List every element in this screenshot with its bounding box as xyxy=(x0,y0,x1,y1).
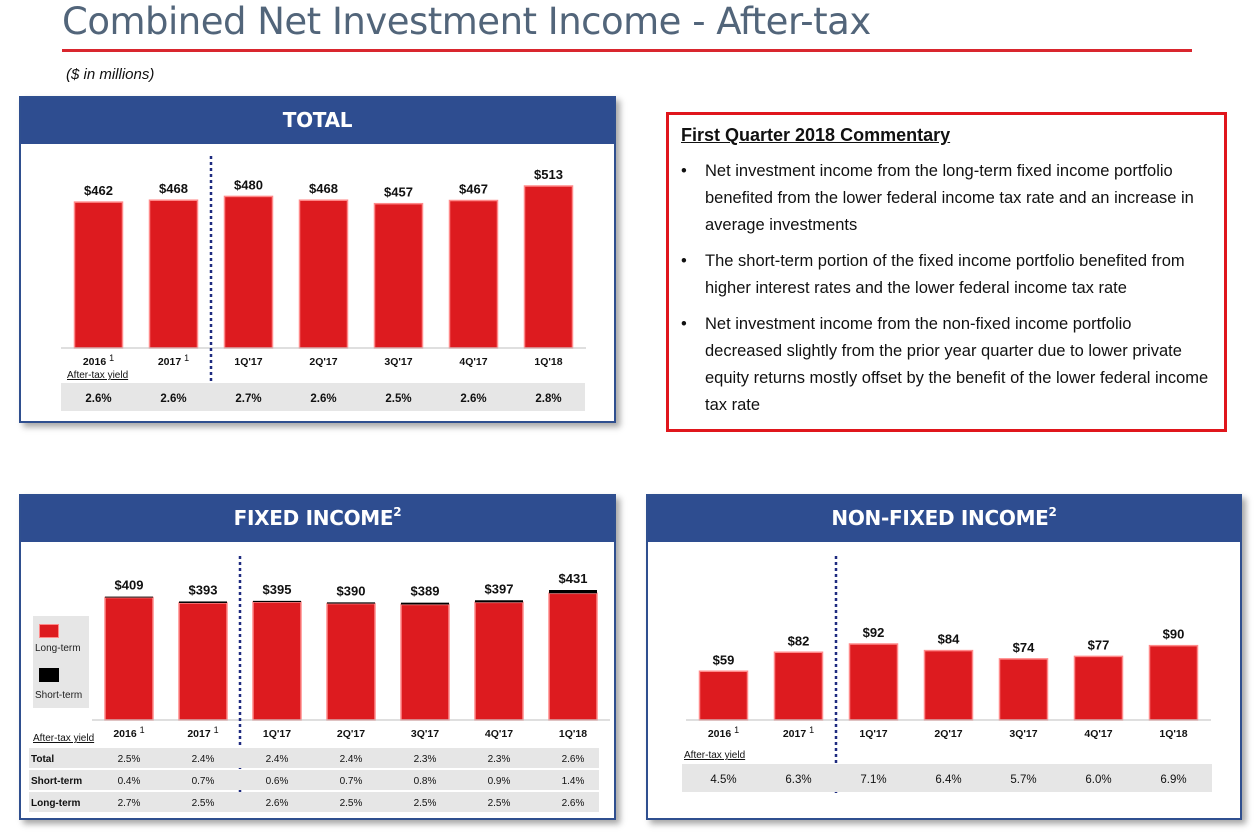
table-cell: 2.6% xyxy=(561,798,585,809)
table-cell: 2.4% xyxy=(265,754,289,765)
table-cell: 2.6% xyxy=(265,798,289,809)
yield-value: 2.8% xyxy=(535,393,562,405)
category-label: 1Q'18 xyxy=(534,356,563,368)
bar-short-term xyxy=(179,601,227,603)
category-label: 2017 1 xyxy=(187,725,219,740)
category-label: 1Q'18 xyxy=(558,728,588,740)
yield-value: 7.1% xyxy=(860,774,887,786)
table-cell: 0.9% xyxy=(487,776,511,787)
yield-value: 6.3% xyxy=(785,774,812,786)
category-label: 2016 1 xyxy=(113,725,145,740)
table-cell: 2.3% xyxy=(413,754,437,765)
table-cell: 2.5% xyxy=(117,754,141,765)
commentary-bullet-text: The short-term portion of the fixed income portfolio benefited from higher interest rates and the lower federal income tax rate xyxy=(705,252,1185,297)
yield-value: 6.4% xyxy=(935,774,962,786)
non-fixed-income-panel xyxy=(646,494,1242,820)
category-label: 3Q'17 xyxy=(1009,728,1038,740)
table-row-label: Long-term xyxy=(31,798,81,809)
bar-value-label: $389 xyxy=(410,583,440,599)
bar-short-term xyxy=(549,590,597,593)
table-cell: 2.6% xyxy=(561,754,585,765)
bar xyxy=(775,652,823,720)
bar xyxy=(225,196,273,348)
commentary-list xyxy=(681,158,1212,419)
bar-long-term xyxy=(327,604,375,720)
table-cell: 0.7% xyxy=(339,776,363,787)
bar xyxy=(75,202,123,348)
fixed-income-footnote: 2 xyxy=(393,505,402,519)
bullet-icon: • xyxy=(681,252,687,270)
bar-value-label: $462 xyxy=(84,183,113,199)
category-label: 4Q'17 xyxy=(484,728,514,740)
yield-value: 2.6% xyxy=(310,393,337,405)
category-label: 1Q'18 xyxy=(1159,728,1188,740)
category-label: 2016 1 xyxy=(707,725,740,740)
bar xyxy=(450,201,498,348)
non-fixed-income-footnote: 2 xyxy=(1048,505,1057,519)
commentary-bullet-text: Net investment income from the non-fixed income portfolio decreased slightly from the prior year quarter due to lower private equity returns mostly offset by the benefit of the lower federal income tax rate xyxy=(705,315,1209,414)
bar-value-label: $92 xyxy=(862,625,885,640)
table-cell: 2.4% xyxy=(339,754,363,765)
category-label: 2017 1 xyxy=(782,725,815,740)
yield-row-label: After-tax yield xyxy=(67,370,129,381)
fixed-income-chart xyxy=(21,496,618,822)
bar xyxy=(375,204,423,348)
bar-long-term xyxy=(475,602,523,720)
bar-long-term xyxy=(179,603,227,720)
bar-long-term xyxy=(549,593,597,720)
bar-short-term xyxy=(401,603,449,605)
bar-value-label: $395 xyxy=(262,581,292,597)
bullet-icon: • xyxy=(681,315,687,333)
table-cell: 0.4% xyxy=(117,776,141,787)
yield-row-label: After-tax yield xyxy=(684,750,746,761)
category-label: 1Q'17 xyxy=(262,728,292,740)
yield-value: 2.6% xyxy=(460,393,487,405)
commentary-box xyxy=(666,112,1227,432)
bar-value-label: $77 xyxy=(1087,637,1110,653)
bar-value-label: $468 xyxy=(309,181,338,197)
bar-value-label: $397 xyxy=(484,581,514,597)
commentary-title: First Quarter 2018 Commentary xyxy=(681,125,951,145)
category-footnote: 1 xyxy=(734,725,740,735)
bar-value-label: $84 xyxy=(937,631,960,647)
category-label: 2017 1 xyxy=(157,353,190,368)
category-label: 1Q'17 xyxy=(859,728,888,740)
yield-value: 5.7% xyxy=(1010,774,1037,786)
yield-value: 6.0% xyxy=(1085,774,1112,786)
table-cell: 0.6% xyxy=(265,776,289,787)
page-title: Combined Net Investment Income - After-tax xyxy=(62,0,871,43)
table-cell: 2.3% xyxy=(487,754,511,765)
bullet-icon: • xyxy=(681,162,687,180)
bar-long-term xyxy=(253,602,301,720)
table-row-label: Total xyxy=(31,754,55,765)
category-footnote: 1 xyxy=(139,725,145,735)
bar-value-label: $480 xyxy=(234,177,263,193)
long-term-legend-label: Long-term xyxy=(35,643,81,654)
table-cell: 2.4% xyxy=(191,754,215,765)
bar xyxy=(525,186,573,348)
bar-value-label: $468 xyxy=(159,181,188,197)
bar-value-label: $457 xyxy=(384,184,413,200)
total-panel xyxy=(19,96,616,423)
category-label: 3Q'17 xyxy=(384,356,413,368)
table-row-background xyxy=(29,748,599,768)
total-panel-title: TOTAL xyxy=(282,108,353,132)
bar-value-label: $82 xyxy=(787,633,810,649)
short-term-legend-label: Short-term xyxy=(35,690,83,701)
table-cell: 2.5% xyxy=(413,798,437,809)
bar-value-label: $393 xyxy=(188,582,218,598)
yield-value: 2.7% xyxy=(235,393,262,405)
bar-value-label: $390 xyxy=(336,583,366,599)
commentary-bullet-text: Net investment income from the long-term fixed income portfolio benefited from the lower federal income tax rate and an increase in average investments xyxy=(705,162,1194,234)
fixed-income-panel xyxy=(19,494,616,820)
category-label: 2Q'17 xyxy=(309,356,338,368)
fixed-income-panel-title: FIXED INCOME xyxy=(233,506,394,530)
table-cell: 1.4% xyxy=(561,776,585,787)
bar xyxy=(925,651,973,720)
category-label: 1Q'17 xyxy=(234,356,263,368)
table-cell: 0.8% xyxy=(413,776,437,787)
category-label: 2Q'17 xyxy=(336,728,366,740)
page-subtitle: ($ in millions) xyxy=(66,66,155,83)
bar xyxy=(700,671,748,720)
table-row-label: Short-term xyxy=(31,776,83,787)
commentary-bullet xyxy=(681,311,1212,419)
bar-value-label: $431 xyxy=(558,571,588,586)
table-cell: 2.7% xyxy=(117,798,141,809)
table-row-background xyxy=(29,792,599,812)
bar xyxy=(300,200,348,348)
bar-short-term xyxy=(327,602,375,603)
category-footnote: 1 xyxy=(109,353,115,363)
category-label: 2Q'17 xyxy=(934,728,963,740)
bar-long-term xyxy=(105,598,153,720)
category-footnote: 1 xyxy=(809,725,815,735)
category-footnote: 1 xyxy=(184,353,190,363)
category-label: 4Q'17 xyxy=(1084,728,1113,740)
bar-value-label: $409 xyxy=(114,577,144,593)
yield-value: 2.5% xyxy=(385,393,412,405)
bar-value-label: $74 xyxy=(1012,639,1035,655)
yield-value: 6.9% xyxy=(1160,774,1187,786)
yield-value: 2.6% xyxy=(160,393,187,405)
table-cell: 2.5% xyxy=(487,798,511,809)
bar-short-term xyxy=(253,601,301,602)
commentary-bullet xyxy=(681,158,1212,239)
yield-row-header: After-tax yield xyxy=(33,733,95,744)
category-label: 3Q'17 xyxy=(410,728,440,740)
bar xyxy=(1150,646,1198,720)
bar-short-term xyxy=(475,600,523,602)
bar xyxy=(1075,656,1123,720)
title-rule xyxy=(62,49,1192,52)
bar-value-label: $467 xyxy=(459,181,488,197)
table-row-background xyxy=(29,770,599,790)
bar-short-term xyxy=(105,597,153,598)
yield-value: 2.6% xyxy=(85,393,112,405)
non-fixed-income-panel-title: NON-FIXED INCOME xyxy=(831,506,1049,530)
commentary-bullet xyxy=(681,248,1212,302)
bar-value-label: $59 xyxy=(712,652,735,668)
bar-long-term xyxy=(401,604,449,720)
category-label: 2016 1 xyxy=(82,353,115,368)
bar-value-label: $513 xyxy=(534,167,563,182)
total-chart xyxy=(21,98,618,425)
category-footnote: 1 xyxy=(213,725,219,735)
yield-value: 4.5% xyxy=(710,774,737,786)
non-fixed-income-chart xyxy=(648,496,1244,822)
bar xyxy=(850,644,898,720)
bar xyxy=(1000,659,1048,720)
category-label: 4Q'17 xyxy=(459,356,488,368)
bar-value-label: $90 xyxy=(1162,626,1185,642)
table-cell: 2.5% xyxy=(191,798,215,809)
bar xyxy=(150,200,198,348)
table-cell: 2.5% xyxy=(339,798,363,809)
table-cell: 0.7% xyxy=(191,776,215,787)
